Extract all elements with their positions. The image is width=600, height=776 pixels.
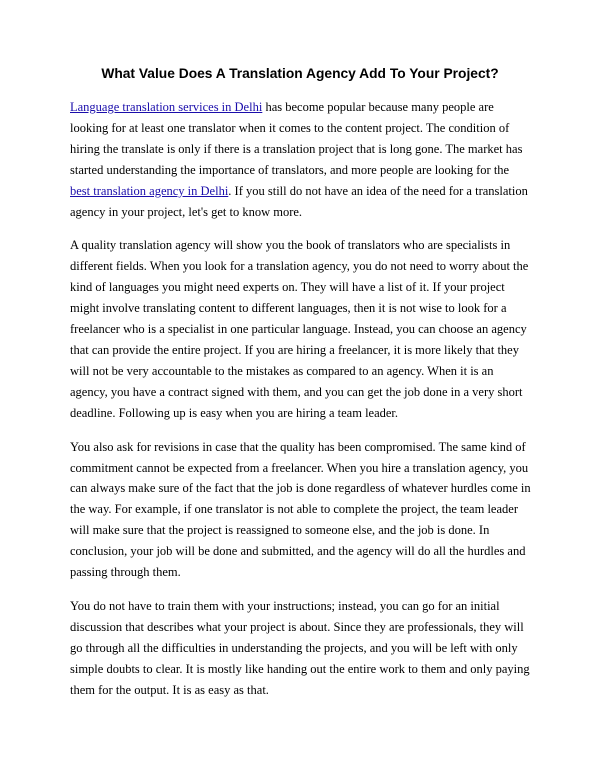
best-translation-agency-link[interactable]: best translation agency in Delhi [70, 183, 229, 198]
paragraph-1-text-a: has become popular because many people are looking for at least one translator when it comes to the content project. The condition of hiring the translate is only if there is a translation project that is long gone. The market has started understanding the importance of translators, and more people are looking for the [70, 100, 523, 177]
document-title: What Value Does A Translation Agency Add To Your Project? [101, 66, 499, 81]
document-body [70, 97, 532, 713]
paragraph-2: A quality translation agency will show you the book of translators who are specialists in different fields. When you look for a translation agency, you do not need to worry about the kind of languages you might need experts on. They will have a list of it. If your project might involve translating content to different languages, then it is not wise to look for a freelancer who is a specialist in one particular language. Instead, you can choose an agency that can provide the entire project. If you are hiring a freelancer, it is more likely that they will not be very accountable to the mistakes as compared to an agency. When it is an agency, you have a contract signed with them, and you can get the job done in a very short deadline. Following up is easy when you are hiring a team leader. [70, 238, 529, 420]
paragraph-1-text-b: . If you still do not have an idea of the need for a translation agency in your project, let's get to know more. [70, 183, 528, 219]
paragraph-1 [70, 97, 532, 222]
paragraph-4: You do not have to train them with your instructions; instead, you can go for an initial discussion that describes what your project is about. Since they are professionals, they will go through all the difficulties in understanding the projects, and you will be left with only simple doubts to clear. It is mostly like handing out the entire work to them and only paying them for the output. It is as easy as that. [70, 598, 530, 697]
language-translation-services-link[interactable]: Language translation services in Delhi [70, 100, 263, 114]
paragraph-3: You also ask for revisions in case that the quality has been compromised. The same kind of commitment cannot be expected from a freelancer. When you hire a translation agency, you can always make sure of the fact that the job is done regardless of whatever hurdles come in the way. For example, if one translator is not able to complete the project, the team leader will make sure that the project is reassigned to someone else, and the job is done. In conclusion, your job will be done and submitted, and the agency will do all the hurdles and passing through them. [70, 439, 531, 580]
